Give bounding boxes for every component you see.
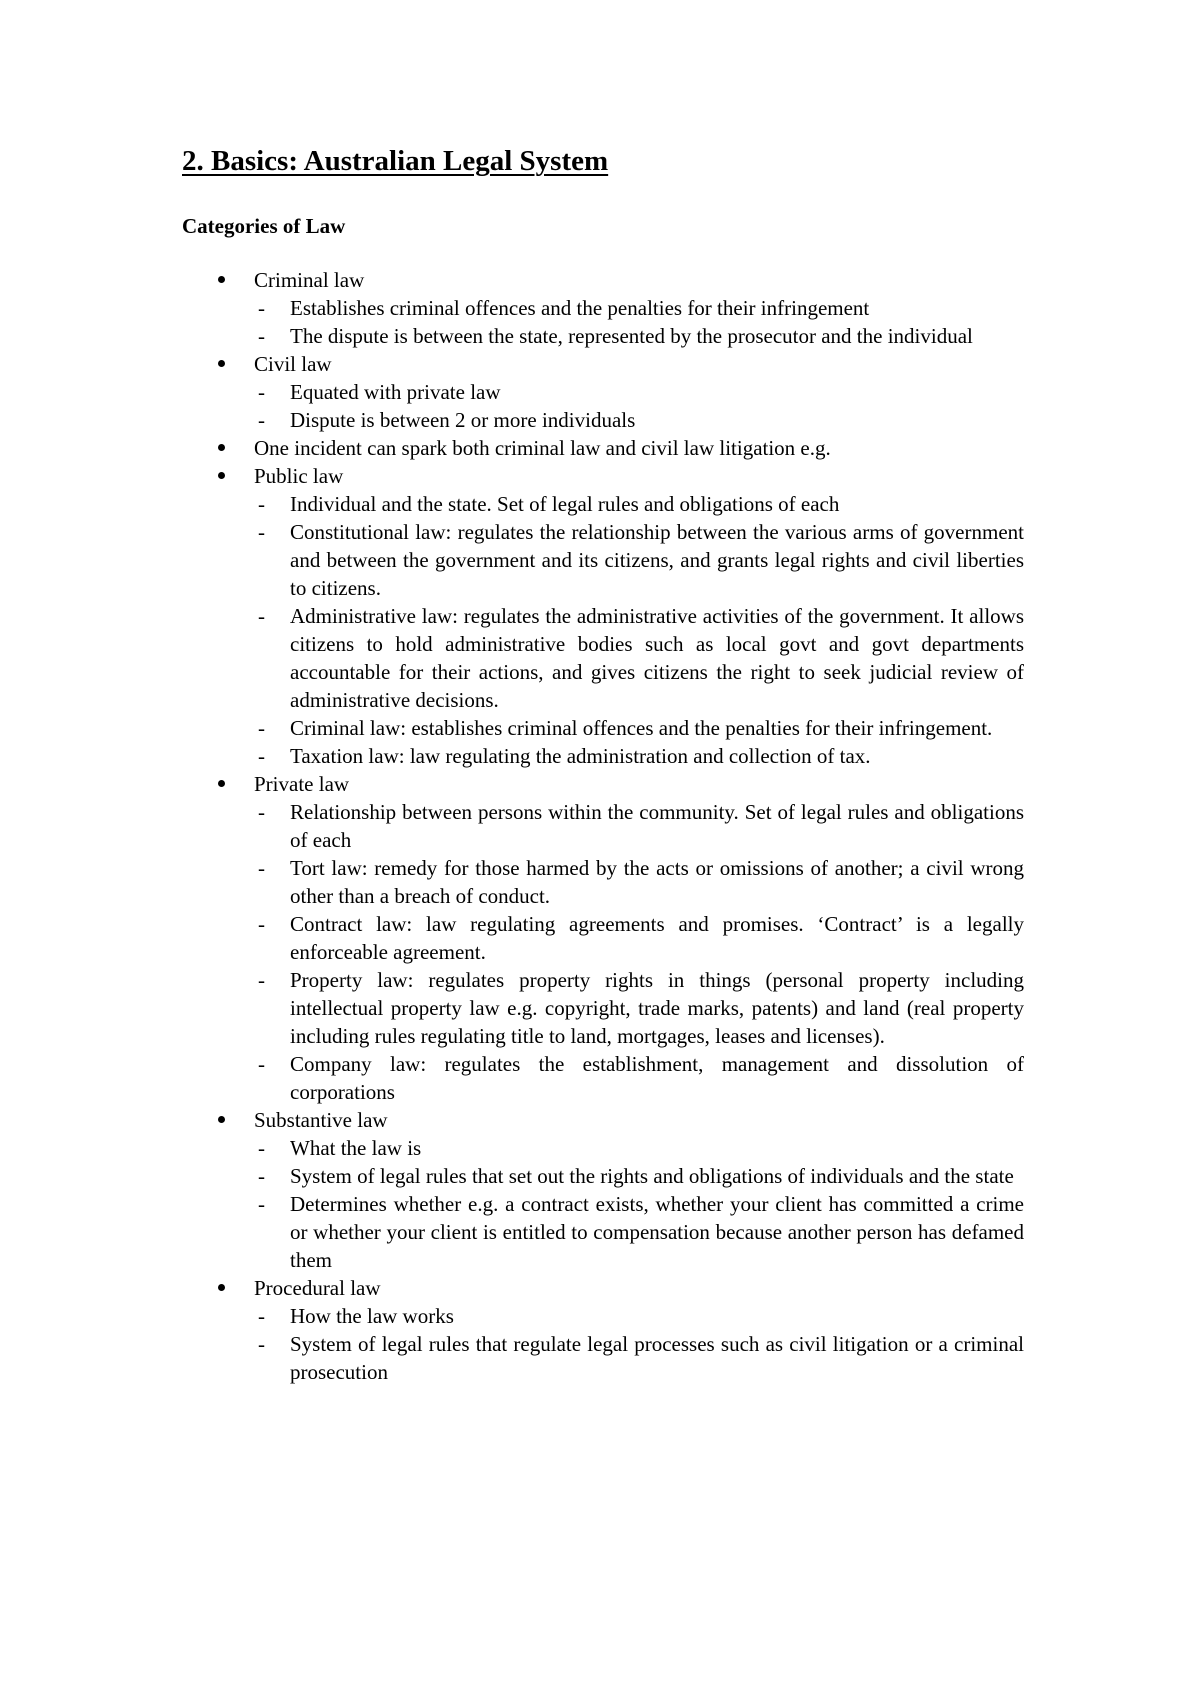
dash-icon: -	[258, 296, 265, 320]
dash-icon: -	[258, 1164, 265, 1188]
bullet-icon	[218, 1116, 225, 1123]
dash-icon: -	[258, 856, 265, 880]
sub-list-item	[254, 602, 1024, 714]
sub-list-item	[254, 1302, 1024, 1330]
bullet-icon	[218, 360, 225, 367]
sub-list-item	[254, 490, 1024, 518]
dash-icon: -	[258, 1136, 265, 1160]
sub-list-item	[254, 742, 1024, 770]
list-item-label: Procedural law	[254, 1276, 381, 1300]
sub-list-item-text: Relationship between persons within the community. Set of legal rules and obligations of each	[290, 800, 1024, 852]
sub-list	[254, 798, 1024, 1106]
dash-icon: -	[258, 1332, 265, 1356]
dash-icon: -	[258, 520, 265, 544]
sub-list-item-text: Constitutional law: regulates the relationship between the various arms of government and between the government and its citizens, and grants legal rights and civil liberties to citizens.	[290, 520, 1024, 600]
dash-icon: -	[258, 492, 265, 516]
section-heading: Categories of Law	[182, 214, 346, 238]
sub-list-item	[254, 294, 1024, 322]
list-item	[212, 1274, 1024, 1386]
dash-icon: -	[258, 408, 265, 432]
sub-list-item	[254, 966, 1024, 1050]
sub-list-item-text: System of legal rules that regulate legal processes such as civil litigation or a criminal prosecution	[290, 1332, 1024, 1384]
sub-list-item-text: Contract law: law regulating agreements and promises. ‘Contract’ is a legally enforceable agreement.	[290, 912, 1024, 964]
sub-list-item-text: System of legal rules that set out the rights and obligations of individuals and the state	[290, 1164, 1014, 1188]
sub-list-item-text: What the law is	[290, 1136, 422, 1160]
sub-list	[254, 1302, 1024, 1386]
sub-list-item	[254, 518, 1024, 602]
sub-list-item-text: Establishes criminal offences and the penalties for their infringement	[290, 296, 870, 320]
list-item	[212, 770, 1024, 1106]
page-title: 2. Basics: Australian Legal System	[182, 145, 609, 177]
dash-icon: -	[258, 380, 265, 404]
sub-list-item	[254, 714, 1024, 742]
bullet-icon	[218, 780, 225, 787]
list-item	[212, 434, 1024, 462]
bullet-icon	[218, 472, 225, 479]
sub-list-item-text: How the law works	[290, 1304, 454, 1328]
sub-list-item-text: Determines whether e.g. a contract exists, whether your client has committed a crime or whether your client is entitled to compensation because another person has defamed them	[290, 1192, 1024, 1272]
bullet-icon	[218, 1284, 225, 1291]
list-item-label: Civil law	[254, 352, 332, 376]
sub-list-item	[254, 1134, 1024, 1162]
sub-list-item-text: Individual and the state. Set of legal rules and obligations of each	[290, 492, 840, 516]
sub-list-item	[254, 1330, 1024, 1386]
dash-icon: -	[258, 968, 265, 992]
list-item	[212, 350, 1024, 434]
bullet-icon	[218, 444, 225, 451]
bullet-icon	[218, 276, 225, 283]
sub-list	[254, 294, 1024, 350]
sub-list-item-text: Criminal law: establishes criminal offences and the penalties for their infringement.	[290, 716, 993, 740]
sub-list-item	[254, 854, 1024, 910]
list-item-label: Private law	[254, 772, 350, 796]
list-item-label: Criminal law	[254, 268, 365, 292]
sub-list-item	[254, 406, 1024, 434]
sub-list-item-text: Property law: regulates property rights in things (personal property including intellectual property law e.g. copyright, trade marks, patents) and land (real property including rules regulating title to land, mortgages, leases and licenses).	[290, 968, 1024, 1048]
sub-list-item-text: Company law: regulates the establishment, management and dissolution of corporations	[290, 1052, 1024, 1104]
sub-list	[254, 378, 1024, 434]
sub-list	[254, 490, 1024, 770]
sub-list-item	[254, 910, 1024, 966]
list-item	[212, 1106, 1024, 1274]
sub-list-item-text: Administrative law: regulates the administrative activities of the government. It allows citizens to hold administrative bodies such as local govt and govt departments accountable for their actions, and gives citizens the right to seek judicial review of administrative decisions.	[290, 604, 1024, 712]
list-item-label: Public law	[254, 464, 344, 488]
sub-list	[254, 1134, 1024, 1274]
dash-icon: -	[258, 744, 265, 768]
list-item-label: Substantive law	[254, 1108, 388, 1132]
dash-icon: -	[258, 1052, 265, 1076]
list-item	[212, 462, 1024, 770]
list-item	[212, 266, 1024, 350]
sub-list-item	[254, 1190, 1024, 1274]
dash-icon: -	[258, 324, 265, 348]
sub-list-item-text: Equated with private law	[290, 380, 501, 404]
dash-icon: -	[258, 716, 265, 740]
sub-list-item-text: Tort law: remedy for those harmed by the acts or omissions of another; a civil wrong other than a breach of conduct.	[290, 856, 1024, 908]
sub-list-item	[254, 1162, 1024, 1190]
dash-icon: -	[258, 604, 265, 628]
sub-list-item-text: Dispute is between 2 or more individuals	[290, 408, 636, 432]
sub-list-item	[254, 322, 1024, 350]
sub-list-item-text: Taxation law: law regulating the administration and collection of tax.	[290, 744, 871, 768]
sub-list-item	[254, 1050, 1024, 1106]
sub-list-item	[254, 798, 1024, 854]
dash-icon: -	[258, 800, 265, 824]
sub-list-item-text: The dispute is between the state, represented by the prosecutor and the individual	[290, 324, 973, 348]
list-item-label: One incident can spark both criminal law and civil law litigation e.g.	[254, 436, 831, 460]
dash-icon: -	[258, 1192, 265, 1216]
dash-icon: -	[258, 912, 265, 936]
sub-list-item	[254, 378, 1024, 406]
dash-icon: -	[258, 1304, 265, 1328]
categories-list	[212, 266, 1024, 1386]
